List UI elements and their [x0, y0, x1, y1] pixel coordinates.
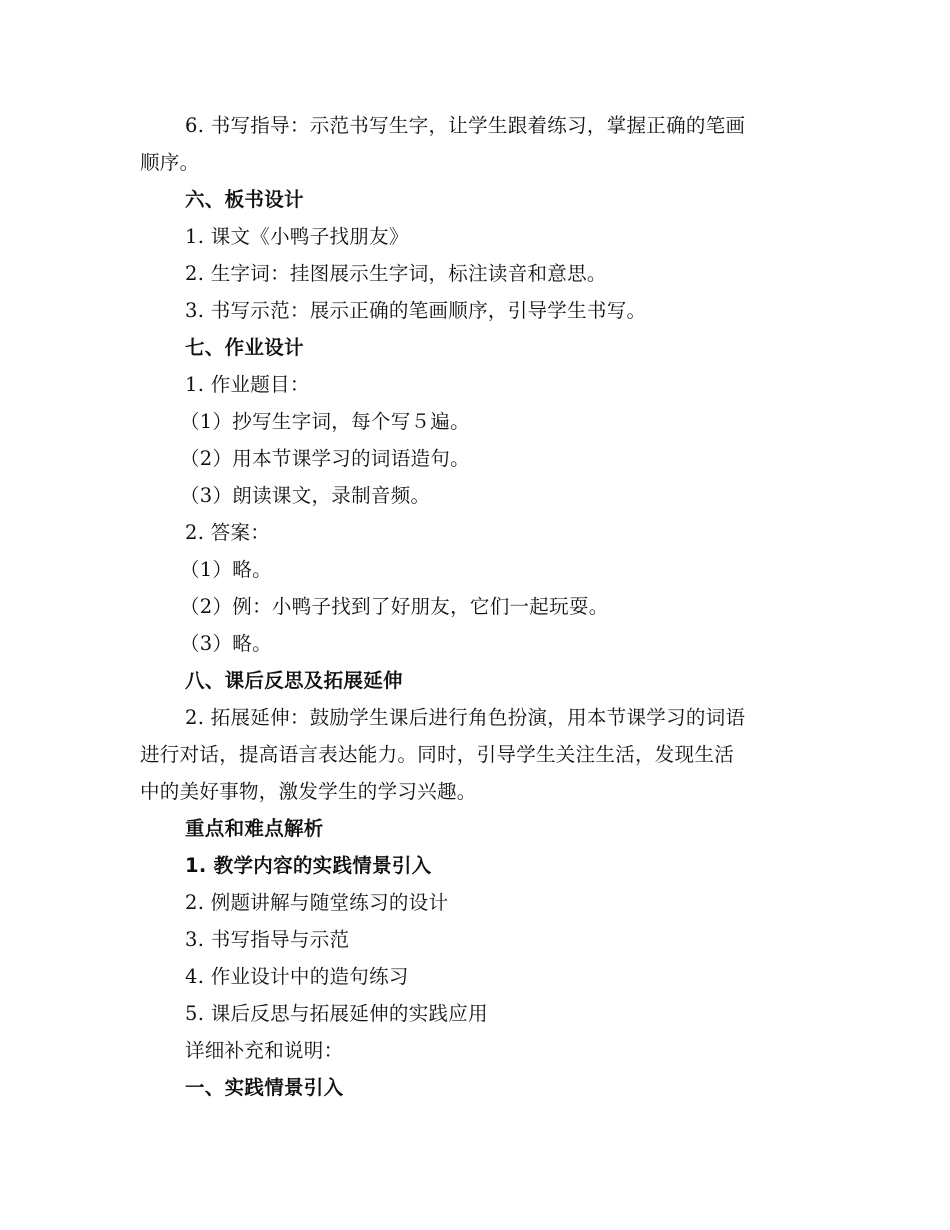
paragraph-extension-line3: 中的美好事物，激发学生的学习兴趣。	[140, 780, 477, 803]
homework-title: 1. 作业题目：	[185, 373, 310, 396]
document-body	[140, 107, 810, 1106]
paragraph-writing-guidance-line2: 顺序。	[140, 151, 200, 174]
key-point-item-5: 5. 课后反思与拓展延伸的实践应用	[185, 1002, 488, 1025]
answer-item-1: （1）略。	[180, 558, 272, 581]
key-points-heading: 重点和难点解析	[185, 817, 324, 840]
key-point-item-1: 1. 教学内容的实践情景引入	[185, 854, 432, 877]
homework-item-2: （2）用本节课学习的词语造句。	[180, 447, 470, 470]
section-heading-practice-scenario: 一、实践情景引入	[185, 1076, 344, 1099]
paragraph-writing-guidance-line1: 6. 书写指导：示范书写生字，让学生跟着练习，掌握正确的笔画	[185, 114, 746, 137]
answer-title: 2. 答案：	[185, 521, 271, 544]
homework-item-3: （3）朗读课文，录制音频。	[180, 484, 431, 507]
section-heading-board-design: 六、板书设计	[185, 188, 304, 211]
section-heading-homework-design: 七、作业设计	[185, 336, 304, 359]
answer-item-3: （3）略。	[180, 632, 272, 655]
list-item-board-3: 3. 书写示范：展示正确的笔画顺序，引导学生书写。	[185, 299, 647, 322]
paragraph-extension-line1: 2. 拓展延伸：鼓励学生课后进行角色扮演，用本节课学习的词语	[185, 706, 746, 729]
homework-item-1: （1）抄写生字词，每个写５遍。	[180, 410, 470, 433]
key-point-item-4: 4. 作业设计中的造句练习	[185, 965, 409, 988]
list-item-board-1: 1. 课文《小鸭子找朋友》	[185, 225, 409, 248]
key-point-item-3: 3. 书写指导与示范	[185, 928, 350, 951]
section-heading-reflection-extension: 八、课后反思及拓展延伸	[185, 669, 403, 692]
answer-item-2: （2）例：小鸭子找到了好朋友，它们一起玩耍。	[180, 595, 609, 618]
detail-label: 详细补充和说明：	[185, 1039, 344, 1062]
paragraph-extension-line2: 进行对话，提高语言表达能力。同时，引导学生关注生活，发现生活	[140, 743, 735, 766]
key-point-item-2: 2. 例题讲解与随堂练习的设计	[185, 891, 449, 914]
list-item-board-2: 2. 生字词：挂图展示生字词，标注读音和意思。	[185, 262, 607, 285]
